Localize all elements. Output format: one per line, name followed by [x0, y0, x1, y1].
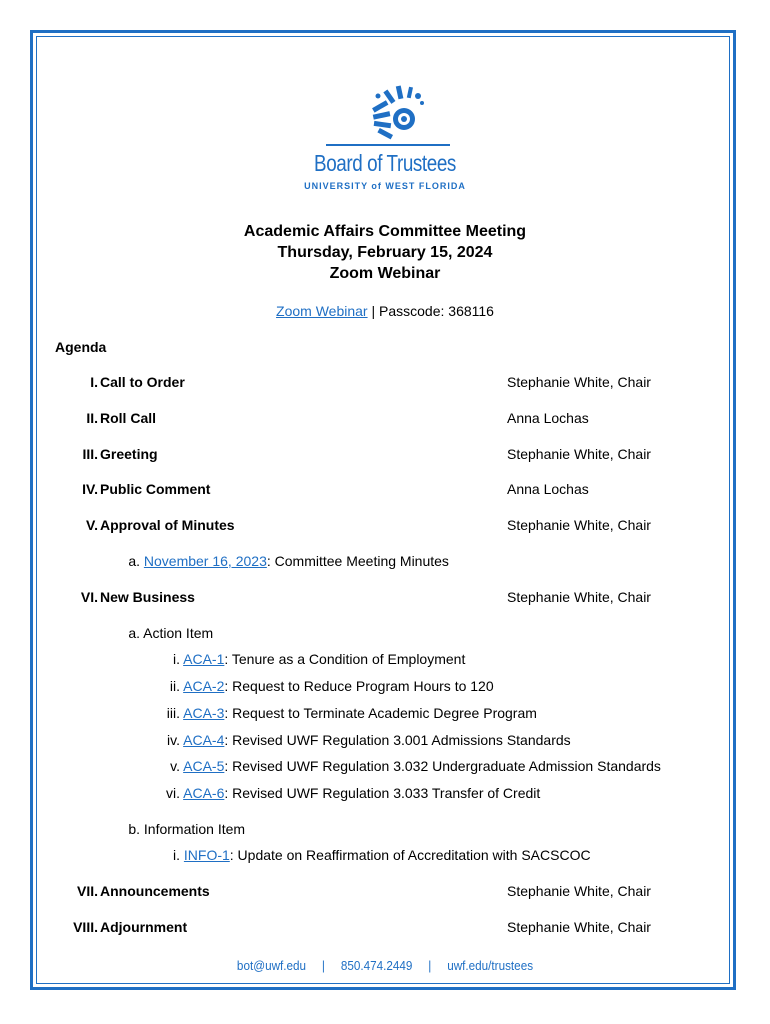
aca-6-link[interactable]: ACA-6 [183, 785, 225, 801]
agenda-item-number: VIII. [73, 919, 98, 935]
sub-marker: a. [128, 553, 140, 569]
info-1-link[interactable]: INFO-1 [183, 847, 230, 863]
agenda-item-number: VII. [76, 883, 98, 899]
uwf-shell-logo-icon [318, 82, 458, 197]
agenda-item-number: VI. [80, 589, 98, 605]
agenda-item-label: Approval of Minutes [100, 517, 235, 533]
agenda-item [0, 446, 770, 466]
footer-separator: | [321, 958, 325, 973]
sub-marker: ii. [169, 678, 180, 694]
agenda-item-presenter: Anna Lochas [507, 481, 589, 497]
agenda-item [0, 589, 770, 609]
agenda-item [0, 410, 770, 430]
agenda-item [0, 883, 770, 903]
sub-marker: a. [128, 625, 140, 641]
minutes-link[interactable]: November 16, 2023 [143, 553, 267, 569]
agenda-item [0, 919, 770, 939]
sub-label: Action Item [143, 625, 214, 641]
agenda-item [0, 374, 770, 394]
action-sub-item [150, 758, 661, 774]
agenda-item-number: IV. [82, 481, 98, 497]
meeting-format: Zoom Webinar [329, 265, 441, 282]
zoom-line [0, 303, 770, 319]
zoom-passcode: Passcode: 368116 [379, 303, 494, 319]
agenda-item-presenter: Stephanie White, Chair [507, 589, 651, 605]
action-sub-item [150, 705, 537, 721]
agenda-item-number: II. [86, 410, 98, 426]
agenda-item-presenter: Stephanie White, Chair [507, 919, 651, 935]
agenda-item-label: Announcements [100, 883, 210, 899]
sub-marker: b. [128, 821, 140, 837]
sub-text: : Request to Terminate Academic Degree Program [224, 705, 537, 721]
sub-text: : Tenure as a Condition of Employment [224, 651, 466, 667]
sub-text: : Update on Reaffirmation of Accreditation with SACSCOC [229, 847, 591, 863]
action-item-heading [122, 625, 213, 641]
agenda-item-presenter: Stephanie White, Chair [507, 883, 651, 899]
aca-2-link[interactable]: ACA-2 [183, 678, 225, 694]
action-sub-item [150, 651, 465, 667]
minutes-sub-item [122, 553, 449, 569]
agenda-item-label: Call to Order [100, 374, 185, 390]
zoom-separator: | [367, 303, 380, 319]
sub-text: : Revised UWF Regulation 3.032 Undergraduate Admission Standards [224, 758, 661, 774]
sub-marker: iv. [167, 732, 180, 748]
sub-text: : Request to Reduce Program Hours to 120 [224, 678, 494, 694]
agenda-item-presenter: Anna Lochas [507, 410, 589, 426]
logo-subtitle: UNIVERSITY of WEST FLORIDA [304, 181, 466, 191]
footer-web[interactable]: uwf.edu/trustees [447, 958, 534, 973]
action-sub-item [150, 732, 571, 748]
zoom-webinar-link[interactable]: Zoom Webinar [276, 303, 368, 319]
agenda-item-label: Roll Call [100, 410, 157, 426]
sub-text: : Revised UWF Regulation 3.001 Admissions Standards [224, 732, 571, 748]
sub-marker: iii. [166, 705, 180, 721]
agenda-item-label: New Business [100, 589, 195, 605]
agenda-item-label: Greeting [100, 446, 158, 462]
agenda-item-number: V. [86, 517, 98, 533]
agenda-item-presenter: Stephanie White, Chair [507, 517, 651, 533]
information-sub-item [150, 847, 591, 863]
sub-marker: i. [173, 651, 180, 667]
agenda-item-presenter: Stephanie White, Chair [507, 374, 651, 390]
action-sub-item [150, 785, 540, 801]
agenda-item-label: Adjournment [100, 919, 188, 935]
sub-text: : Revised UWF Regulation 3.033 Transfer of Credit [224, 785, 541, 801]
aca-5-link[interactable]: ACA-5 [183, 758, 225, 774]
action-sub-item [150, 678, 494, 694]
agenda-item-label: Public Comment [100, 481, 211, 497]
logo-rule [326, 144, 450, 146]
sub-label: Information Item [143, 821, 246, 837]
footer-phone: 850.474.2449 [340, 958, 413, 973]
aca-1-link[interactable]: ACA-1 [183, 651, 225, 667]
agenda-item-presenter: Stephanie White, Chair [507, 446, 651, 462]
sub-text: : Committee Meeting Minutes [266, 553, 449, 569]
agenda-item [0, 517, 770, 537]
sub-marker: i. [173, 847, 180, 863]
agenda-item-number: I. [90, 374, 98, 390]
footer-separator: | [428, 958, 432, 973]
footer [39, 958, 732, 973]
aca-4-link[interactable]: ACA-4 [183, 732, 225, 748]
sub-marker: v. [170, 758, 180, 774]
sub-marker: vi. [166, 785, 180, 801]
agenda-item [0, 481, 770, 501]
agenda-item-number: III. [82, 446, 98, 462]
footer-email[interactable]: bot@uwf.edu [236, 958, 307, 973]
logo-title: Board of Trustees [314, 150, 456, 176]
agenda-label: Agenda [55, 339, 107, 355]
aca-3-link[interactable]: ACA-3 [183, 705, 225, 721]
information-item-heading [122, 821, 245, 837]
meeting-title: Academic Affairs Committee Meeting [243, 223, 527, 240]
meeting-date: Thursday, February 15, 2024 [277, 244, 493, 261]
